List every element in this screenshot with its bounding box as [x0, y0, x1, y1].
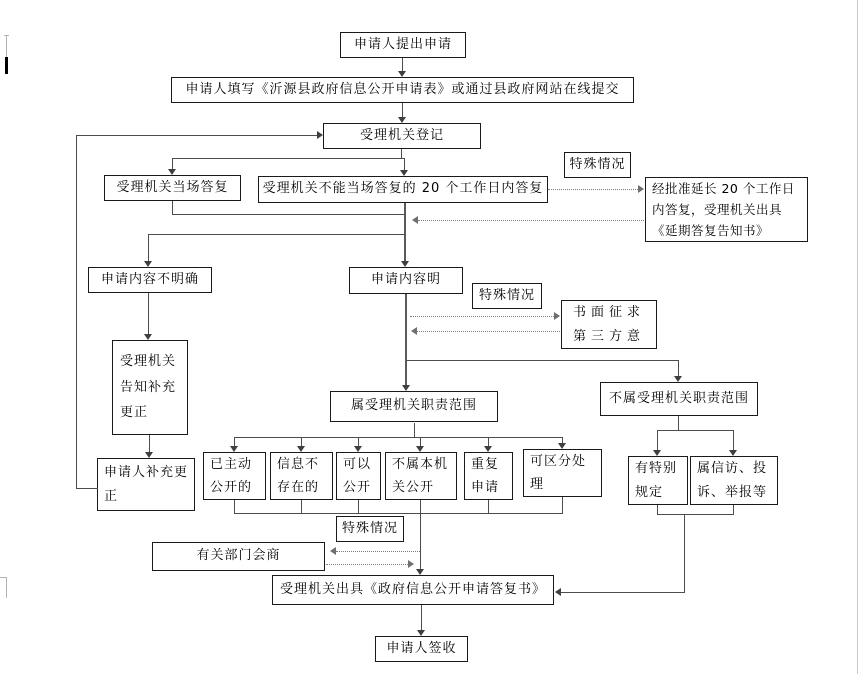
connector	[148, 234, 405, 235]
arrow-down	[653, 450, 661, 456]
node-dept-consult: 有关部门会商	[152, 542, 325, 571]
node-applicant-submit: 申请人提出申请	[340, 32, 466, 58]
arrow-left	[330, 547, 336, 555]
dashed-connector	[418, 220, 644, 221]
connector	[562, 497, 563, 514]
arrow-left	[412, 216, 418, 224]
connector	[402, 103, 403, 118]
page-edge	[857, 0, 858, 674]
node-already-public: 已主动公开的	[203, 452, 266, 500]
connector	[234, 513, 563, 514]
connector	[420, 500, 421, 570]
connector	[678, 416, 679, 431]
node-fill-form: 申请人填写《沂源县政府信息公开申请表》或通过县政府网站在线提交	[171, 77, 634, 103]
connector	[733, 430, 734, 451]
connector	[301, 500, 302, 514]
node-repeat-apply: 重复申请	[464, 452, 513, 500]
connector	[76, 135, 77, 489]
arrow-down	[144, 334, 152, 340]
arrow-down	[230, 446, 238, 452]
connector	[148, 293, 149, 335]
node-20day-reply: 受理机关不能当场答复的 20 个工作日内答复	[258, 176, 548, 203]
node-not-exist: 信息不存在的	[270, 452, 333, 500]
arrow-down	[354, 446, 362, 452]
node-special-case-3: 特殊情况	[336, 516, 404, 542]
arrow-down	[729, 450, 737, 456]
node-unclear-content: 申请内容不明确	[88, 267, 212, 293]
dashed-connector	[336, 551, 420, 552]
node-issue-reply: 受理机关出具《政府信息公开申请答复书》	[272, 575, 554, 605]
node-extension-notice: 经批准延长 20 个工作日内答复，受理机关出具《延期答复告知书》	[645, 177, 808, 242]
node-within-scope: 属受理机关职责范围	[330, 391, 498, 422]
node-register: 受理机关登记	[323, 123, 481, 149]
arrow-down	[297, 446, 305, 452]
arrow-down	[558, 443, 566, 449]
node-special-case-1: 特殊情况	[564, 152, 631, 178]
connector	[684, 514, 685, 592]
connector	[657, 514, 734, 515]
connector	[421, 605, 422, 631]
connector	[657, 430, 734, 431]
connector	[406, 360, 678, 361]
connector	[414, 423, 415, 438]
node-onsite-reply: 受理机关当场答复	[104, 175, 241, 201]
connector	[488, 500, 489, 514]
arrow-down	[402, 385, 410, 391]
node-outside-scope: 不属受理机关职责范围	[600, 382, 758, 416]
node-third-party-opinion: 书面征求第三方意	[561, 300, 657, 349]
node-petition-complaint: 属信访、投诉、举报等	[690, 456, 778, 505]
connector	[149, 435, 150, 453]
connector	[561, 592, 685, 593]
arrow-right	[317, 131, 323, 139]
arrow-left	[555, 588, 561, 596]
connector	[404, 203, 406, 262]
connector	[234, 500, 235, 514]
connector	[76, 135, 317, 136]
dashed-connector	[548, 189, 638, 190]
node-clear-content: 申请内容明	[349, 267, 463, 294]
connector	[678, 360, 679, 377]
node-can-public: 可以公开	[336, 452, 381, 500]
dashed-connector	[326, 564, 408, 565]
arrow-down	[416, 446, 424, 452]
connector	[172, 214, 405, 215]
connector	[148, 234, 149, 262]
page-mark	[6, 577, 7, 598]
arrow-down	[398, 117, 406, 123]
arrow-right	[638, 185, 644, 193]
node-notify-supplement: 受理机关告知补充更正	[112, 340, 188, 435]
connector	[76, 488, 98, 489]
connector	[358, 500, 359, 514]
connector	[402, 58, 403, 72]
arrow-right	[554, 312, 560, 320]
arrow-down	[484, 446, 492, 452]
connector	[657, 430, 658, 451]
node-special-case-2: 特殊情况	[472, 283, 542, 309]
arrow-down	[674, 376, 682, 382]
connector	[172, 201, 173, 214]
arrow-down	[144, 261, 152, 267]
connector	[172, 158, 405, 159]
dashed-connector	[410, 316, 554, 317]
arrow-right	[408, 560, 414, 568]
node-sign-receipt: 申请人签收	[375, 636, 468, 662]
node-applicant-supplement: 申请人补充更正	[97, 458, 195, 511]
arrow-down	[400, 170, 408, 176]
arrow-down	[417, 630, 425, 636]
node-special-provision: 有特别规定	[628, 456, 688, 505]
arrow-left	[411, 327, 417, 335]
arrow-down	[168, 169, 176, 175]
dashed-connector	[417, 331, 560, 332]
connector	[234, 437, 563, 438]
arrow-down	[416, 569, 424, 575]
arrow-down	[398, 71, 406, 77]
node-separable: 可区分处理	[523, 449, 602, 497]
arrow-down	[145, 452, 153, 458]
arrow-down	[401, 261, 409, 267]
text-cursor	[5, 57, 8, 74]
connector	[405, 294, 407, 386]
page-mark	[6, 35, 7, 57]
node-not-this-agency: 不属本机关公开	[385, 452, 457, 500]
